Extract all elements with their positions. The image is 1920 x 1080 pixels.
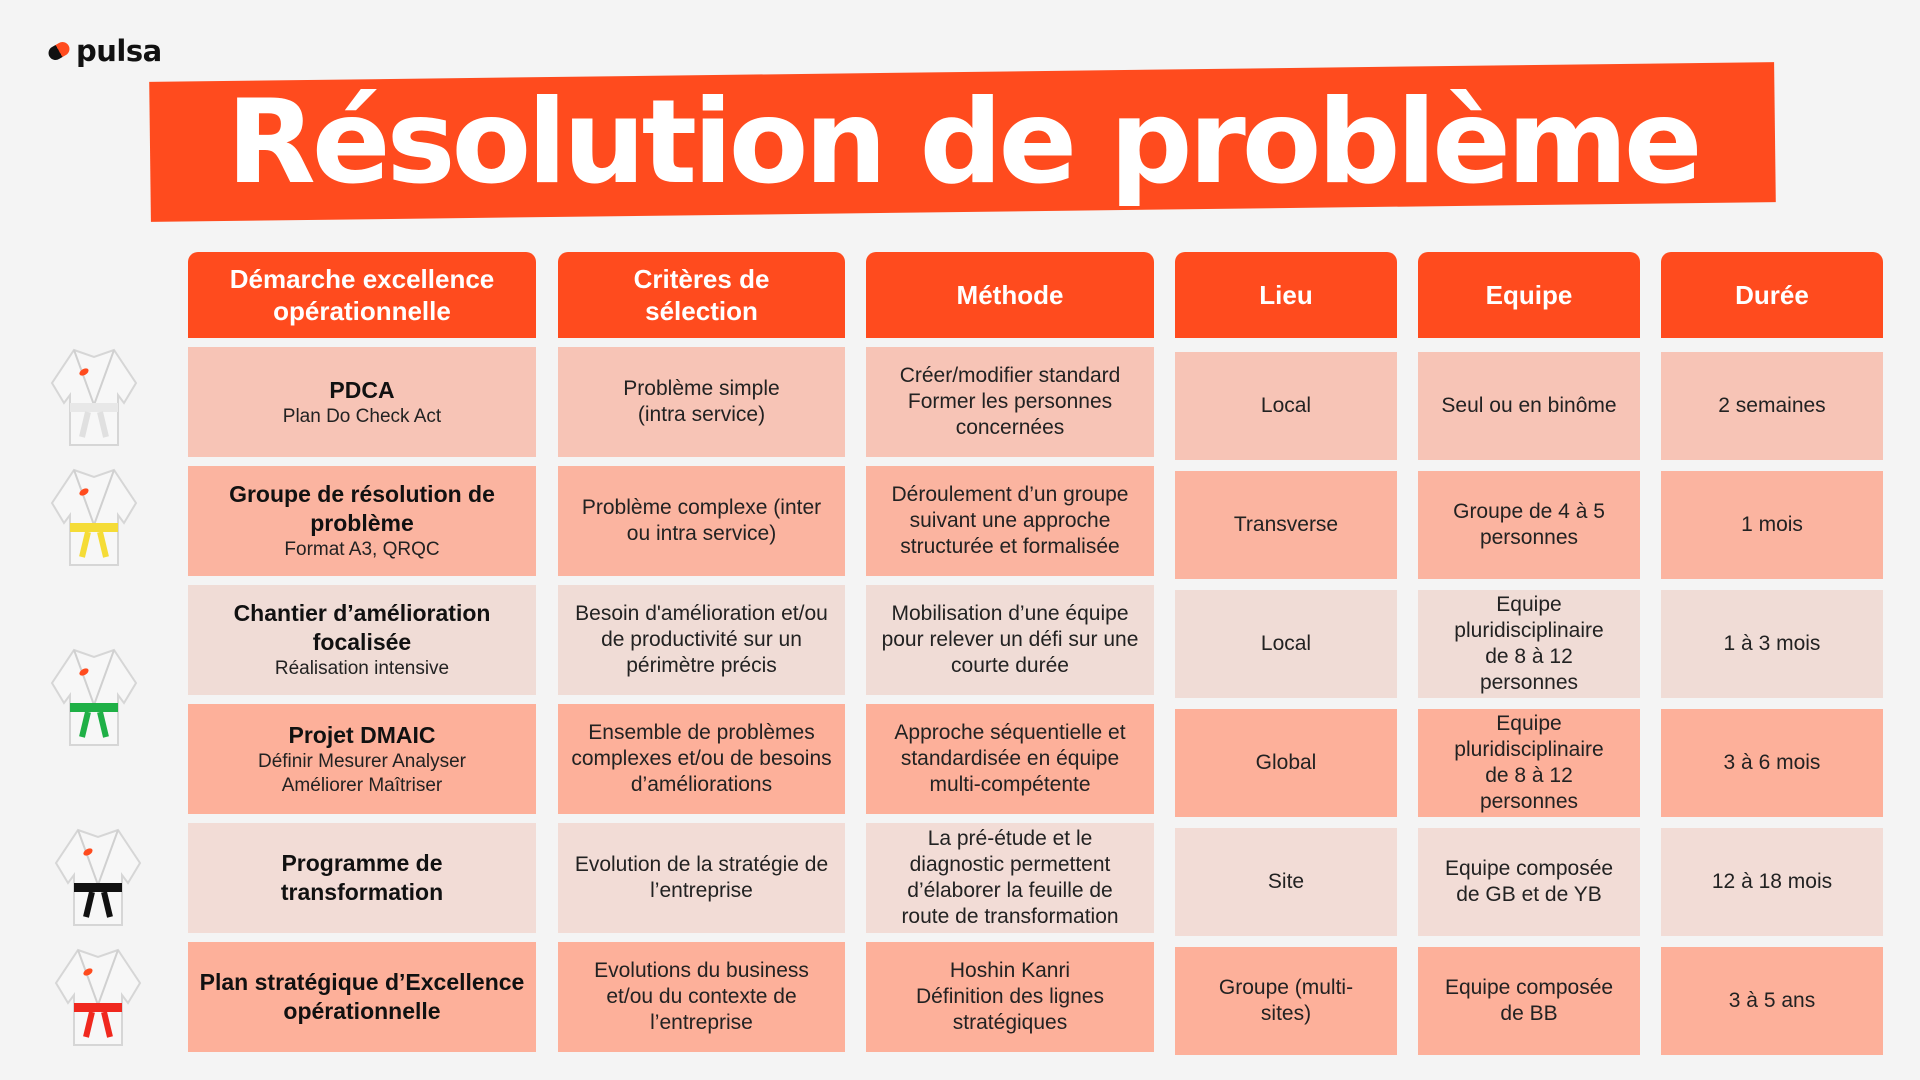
team-cell: Equipe pluridisciplinaire de 8 à 12 personnes — [1418, 590, 1640, 698]
row-name: Programme de transformation — [280, 850, 444, 905]
team-cell: Equipe composée de BB — [1418, 947, 1640, 1055]
criteria-cell: Evolutions du business et/ou du contexte de l’entreprise — [558, 942, 845, 1052]
table-row-name-cell — [188, 823, 536, 933]
method-cell: Créer/modifier standard Former les personnes concernées — [866, 347, 1154, 457]
red-belt-kimono-icon — [48, 945, 148, 1055]
row-name: Projet DMAIC — [288, 721, 436, 748]
page-title: Résolution de problème — [226, 74, 1699, 210]
header-duree: Durée — [1661, 252, 1883, 338]
brand-logo — [48, 34, 162, 68]
table-row-name-cell — [188, 942, 536, 1052]
place-cell: Groupe (multi-sites) — [1175, 947, 1397, 1055]
green-belt-kimono-icon — [44, 645, 144, 755]
method-cell: Hoshin Kanri Définition des lignes stratégiques — [866, 942, 1154, 1052]
team-cell: Groupe de 4 à 5 personnes — [1418, 471, 1640, 579]
place-cell: Local — [1175, 590, 1397, 698]
duration-cell: 1 mois — [1661, 471, 1883, 579]
row-subtitle: Format A3, QRQC — [284, 539, 440, 560]
header-methode: Méthode — [866, 252, 1154, 338]
place-cell: Site — [1175, 828, 1397, 936]
criteria-cell: Problème simple (intra service) — [558, 347, 845, 457]
team-cell: Equipe pluridisciplinaire de 8 à 12 personnes — [1418, 709, 1640, 817]
table-row-name-cell — [188, 704, 536, 814]
brand-name: pulsa — [76, 34, 162, 68]
team-cell: Equipe composée de GB et de YB — [1418, 828, 1640, 936]
place-cell: Transverse — [1175, 471, 1397, 579]
header-lieu: Lieu — [1175, 252, 1397, 338]
yellow-belt-kimono-icon — [44, 465, 144, 575]
duration-cell: 2 semaines — [1661, 352, 1883, 460]
row-subtitle: Définir Mesurer Analyser — [257, 750, 467, 772]
criteria-cell: Ensemble de problèmes complexes et/ou de besoins d’améliorations — [558, 704, 845, 814]
duration-cell: 1 à 3 mois — [1661, 590, 1883, 698]
criteria-cell: Evolution de la stratégie de l’entreprise — [558, 823, 845, 933]
row-name: Chantier d’amélioration focalisée — [233, 600, 491, 655]
row-subtitle: Améliorer Maîtriser — [281, 774, 443, 796]
white-belt-kimono-icon — [44, 345, 144, 455]
header-demarche: Démarche excellence opérationnelle — [188, 252, 536, 338]
pill-logo-icon — [48, 43, 70, 59]
header-equipe: Equipe — [1418, 252, 1640, 338]
header-criteres: Critères de sélection — [558, 252, 845, 338]
place-cell: Global — [1175, 709, 1397, 817]
duration-cell: 12 à 18 mois — [1661, 828, 1883, 936]
place-cell: Local — [1175, 352, 1397, 460]
criteria-cell: Problème complexe (inter ou intra service) — [558, 466, 845, 576]
row-name: Plan stratégique d’Excellence opérationnelle — [199, 969, 525, 1024]
duration-cell: 3 à 6 mois — [1661, 709, 1883, 817]
method-cell: La pré-étude et le diagnostic permettent d’élaborer la feuille de route de transformation — [866, 823, 1154, 933]
method-cell: Déroulement d’un groupe suivant une approche structurée et formalisée — [866, 466, 1154, 576]
row-name: PDCA — [329, 376, 395, 403]
method-cell: Approche séquentielle et standardisée en équipe multi-compétente — [866, 704, 1154, 814]
duration-cell: 3 à 5 ans — [1661, 947, 1883, 1055]
row-subtitle: Plan Do Check Act — [282, 405, 442, 427]
table-row-name-cell — [188, 585, 536, 695]
black-belt-kimono-icon — [48, 825, 148, 935]
criteria-cell: Besoin d'amélioration et/ou de productivité sur un périmètre précis — [558, 585, 845, 695]
row-name: Groupe de résolution de problème — [229, 481, 495, 536]
method-cell: Mobilisation d’une équipe pour relever un défi sur une courte durée — [866, 585, 1154, 695]
table-row-name-cell — [188, 347, 536, 457]
team-cell: Seul ou en binôme — [1418, 352, 1640, 460]
row-subtitle: Réalisation intensive — [274, 658, 450, 679]
table-row-name-cell — [188, 466, 536, 576]
